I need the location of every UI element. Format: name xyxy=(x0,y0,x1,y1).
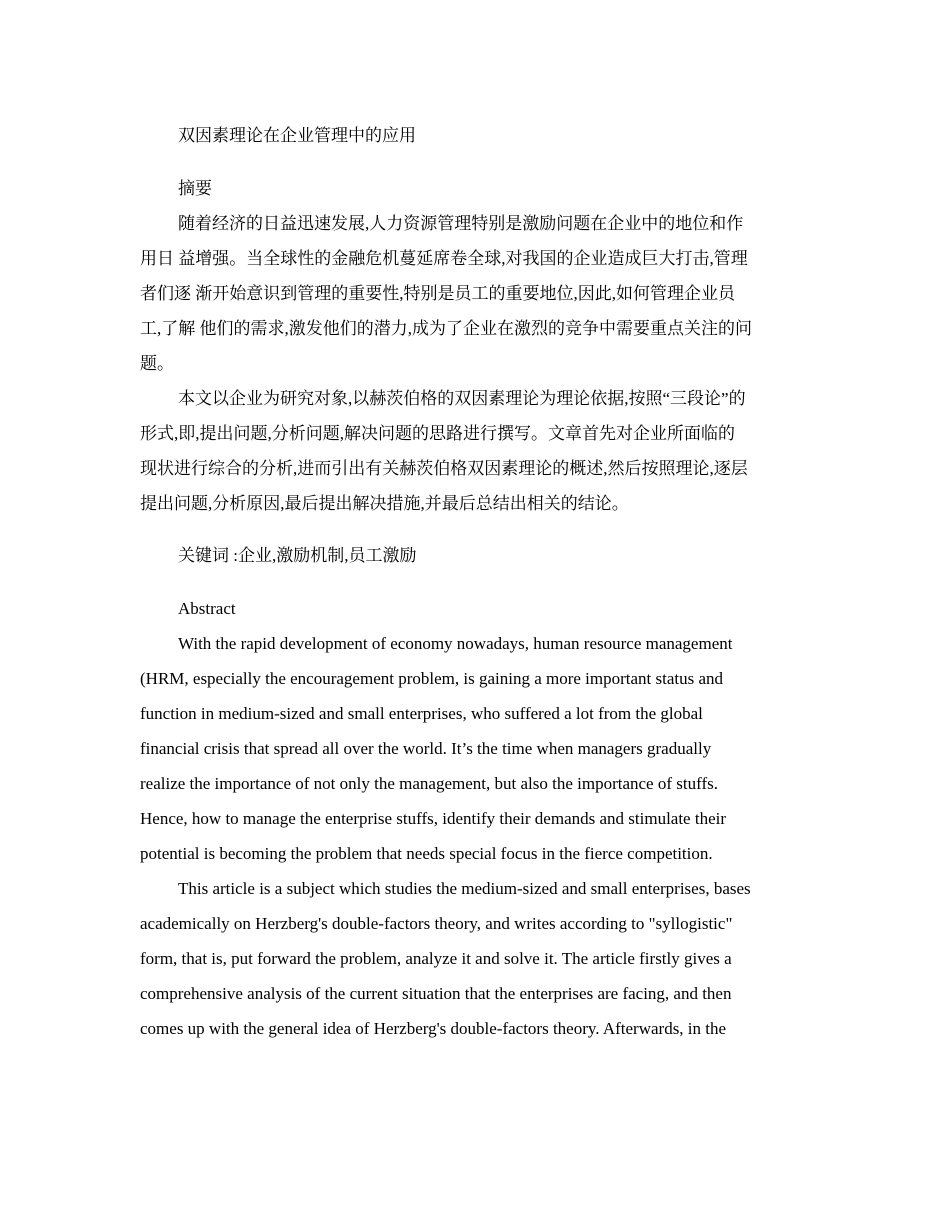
abstract-cn-p1-line: 用日 益增强。当全球性的金融危机蔓延席卷全球,对我国的企业造成巨大打击,管理 xyxy=(140,249,748,268)
abstract-en-p2-line: form, that is, put forward the problem, analyze it and solve it. The article firstly gives a xyxy=(140,949,732,968)
abstract-cn-p2-line: 现状进行综合的分析,进而引出有关赫茨伯格双因素理论的概述,然后按照理论,逐层 xyxy=(140,459,748,478)
abstract-heading-cn: 摘要 xyxy=(178,179,212,198)
abstract-en-p1-line: realize the importance of not only the management, but also the importance of stuffs. xyxy=(140,774,718,793)
abstract-cn-p2-line: 形式,即,提出问题,分析问题,解决问题的思路进行撰写。文章首先对企业所面临的 xyxy=(140,424,735,443)
abstract-en-paragraph-2 xyxy=(140,871,810,1046)
abstract-en-p2-line: academically on Herzberg's double-factors theory, and writes according to "syllogistic" xyxy=(140,914,733,933)
abstract-cn-p2-line: 本文以企业为研究对象,以赫茨伯格的双因素理论为理论依据,按照“三段论”的 xyxy=(178,389,746,408)
abstract-en-p1-line: potential is becoming the problem that needs special focus in the fierce competition. xyxy=(140,844,713,863)
abstract-en-p1-line: function in medium-sized and small enterprises, who suffered a lot from the global xyxy=(140,704,703,723)
abstract-en-p2-line: comes up with the general idea of Herzberg's double-factors theory. Afterwards, in the xyxy=(140,1019,727,1038)
abstract-cn-p2-line: 提出问题,分析原因,最后提出解决措施,并最后总结出相关的结论。 xyxy=(140,494,629,513)
abstract-cn-p1-line: 工,了解 他们的需求,激发他们的潜力,成为了企业在激烈的竞争中需要重点关注的问 xyxy=(140,319,752,338)
abstract-cn-p1-line: 题。 xyxy=(140,354,174,373)
abstract-en-paragraph-1 xyxy=(140,626,810,871)
abstract-cn-paragraph-1 xyxy=(140,206,810,381)
abstract-en-p1-line: financial crisis that spread all over the world. It’s the time when managers gradually xyxy=(140,739,712,758)
keywords-cn: 关键词 :企业,激励机制,员工激励 xyxy=(178,546,417,565)
abstract-en-p1-line: Hence, how to manage the enterprise stuffs, identify their demands and stimulate their xyxy=(140,809,727,828)
abstract-cn-p1-line: 随着经济的日益迅速发展,人力资源管理特别是激励问题在企业中的地位和作 xyxy=(178,214,744,233)
abstract-heading-en: Abstract xyxy=(178,599,236,618)
abstract-en-p1-line: (HRM, especially the encouragement problem, is gaining a more important status and xyxy=(140,669,724,688)
abstract-cn-p1-line: 者们逐 渐开始意识到管理的重要性,特别是员工的重要地位,因此,如何管理企业员 xyxy=(140,284,735,303)
document-page xyxy=(140,118,810,1046)
abstract-en-p2-line: comprehensive analysis of the current situation that the enterprises are facing, and then xyxy=(140,984,732,1003)
abstract-cn-paragraph-2 xyxy=(140,381,810,521)
abstract-en-p1-line: With the rapid development of economy nowadays, human resource management xyxy=(178,634,733,653)
document-title: 双因素理论在企业管理中的应用 xyxy=(178,126,416,145)
abstract-en-p2-line: This article is a subject which studies the medium-sized and small enterprises, bases xyxy=(178,879,751,898)
